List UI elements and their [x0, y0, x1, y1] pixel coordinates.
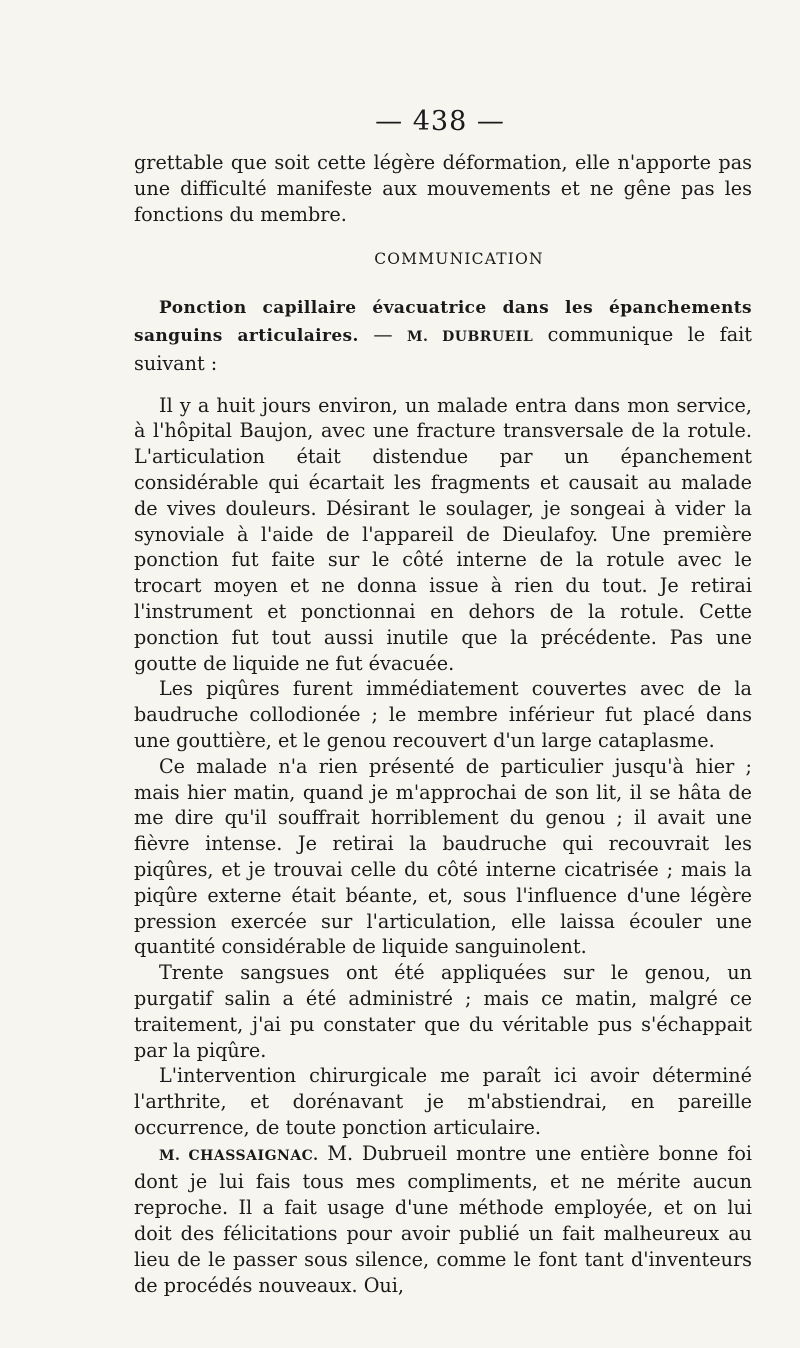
intro-text: communique le fait suivant :	[134, 322, 752, 375]
body-text	[134, 150, 752, 1298]
reply-text: M. Dubrueil montre une entière bonne foi dont je lui fais tous mes compliments, et ne mérite aucun reproche. Il a fait usage d'une méthode employée, et on lui doit des félicitations pour avoir publié un fait malheureux au lieu de le passer sous silence, comme le font tant d'inventeurs de procédés nouveaux. Oui,	[134, 1141, 753, 1297]
article-intro-paragraph	[134, 294, 752, 376]
reply-paragraph	[134, 1141, 752, 1299]
speaker-name: M. CHASSAIGNAC.	[159, 1147, 319, 1164]
paragraph: Trente sangsues ont été appliquées sur le genou, un purgatif salin a été administré ; mais ce matin, malgré ce traitement, j'ai pu constater que du véritable pus s'échappait par la piqûre.	[134, 961, 752, 1062]
section-heading: COMMUNICATION	[374, 250, 544, 269]
paragraph: Ce malade n'a rien présenté de particulier jusqu'à hier ; mais hier matin, quand je m'approchai de son lit, il se hâta de me dire qu'il souffrait horriblement du genou ; il avait une fièvre intense. Je retirai la baudruche qui recouvrait les piqûres, et je trouvai celle du côté interne cicatrisée ; mais la piqûre externe était béante, et, sous l'influence d'une légère pression exercée sur l'articulation, elle laissa écouler une quantité considérable de liquide sanguinolent.	[134, 754, 752, 959]
paragraph: L'intervention chirurgicale me paraît ici avoir déterminé l'arthrite, et dorénavant je m'abstiendrai, en pareille occurrence, de toute ponction articulaire.	[134, 1064, 752, 1139]
speaker-name: M. DUBRUEIL	[406, 328, 534, 345]
paragraph: Il y a huit jours environ, un malade entra dans mon service, à l'hôpital Baujon, avec une fracture transversale de la rotule. L'articulation était distendue par un épanchement considérable qui écartait les fragments et causait au malade de vives douleurs. Désirant le soulager, je songeai à vider la synoviale à l'aide de l'appareil de Dieulafoy. Une première ponction fut faite sur le côté interne de la rotule avec le trocart moyen et ne donna issue à rien du tout. Je retirai l'instrument et ponctionnai en dehors de la rotule. Cette ponction fut tout aussi inutile que la précédente. Pas une goutte de liquide ne fut évacuée.	[134, 393, 752, 675]
article-title: Ponction capillaire évacuatrice dans les épanchements sanguins articulaires.	[134, 298, 752, 346]
paragraph: Les piqûres furent immédiatement couvertes avec de la baudruche collodionée ; le membre inférieur fut placé dans une gouttière, et le genou recouvert d'un large cataplasme.	[134, 677, 752, 752]
title-dash: —	[358, 322, 407, 346]
page-number: — 438 —	[375, 106, 505, 137]
continuation-paragraph: grettable que soit cette légère déformation, elle n'apporte pas une difficulté manifeste aux mouvements et ne gêne pas les fonctions du membre.	[134, 151, 752, 226]
